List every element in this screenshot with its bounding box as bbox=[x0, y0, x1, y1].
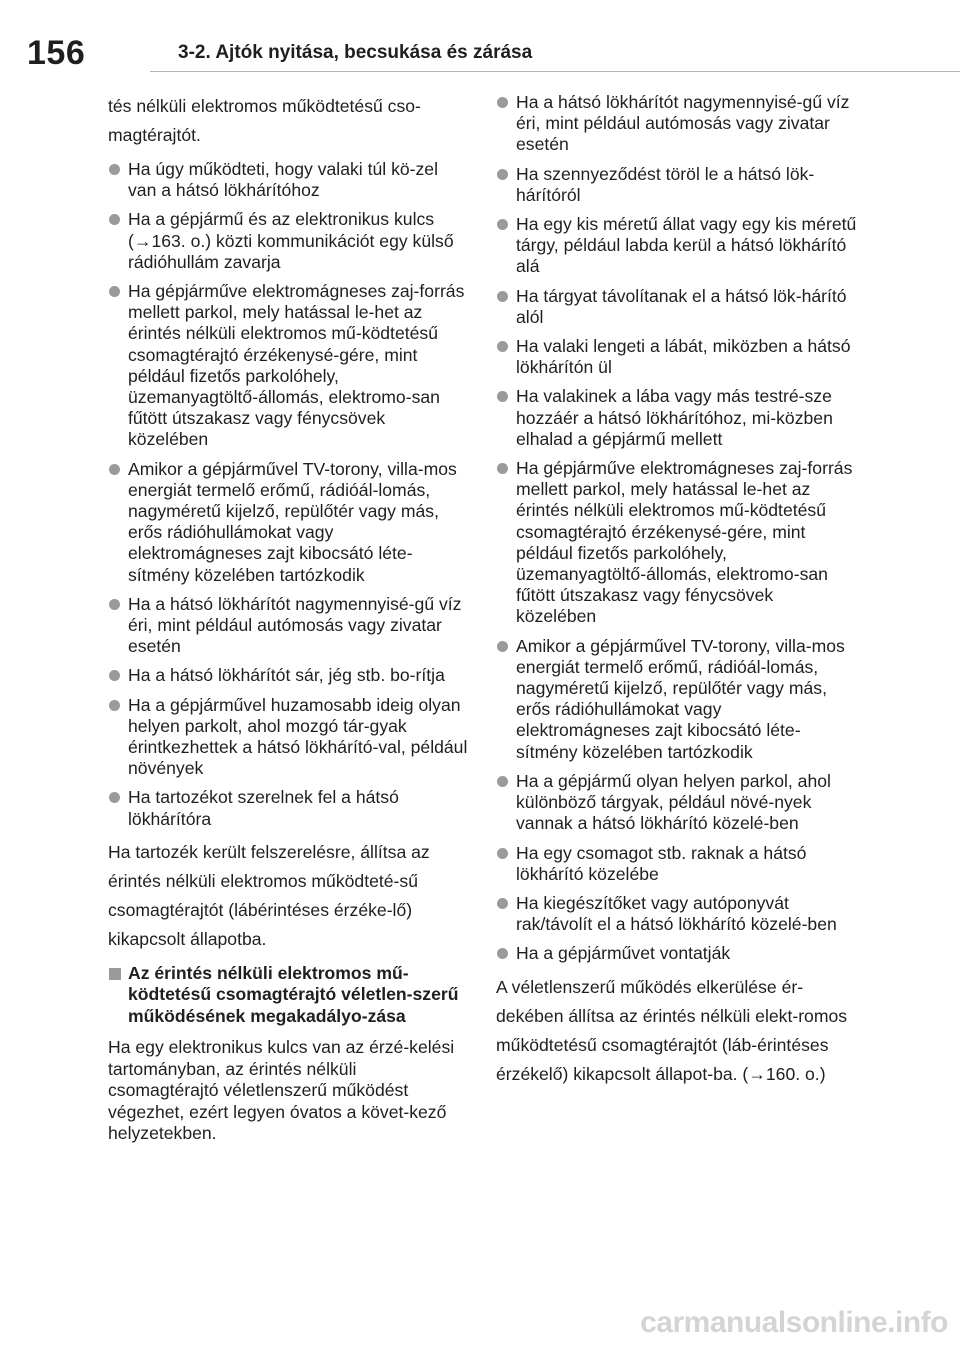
bullet-dot-icon bbox=[496, 92, 516, 113]
list-item: Ha tárgyat távolítanak el a hátsó lök-hárító alól bbox=[496, 286, 858, 328]
list-item: Ha kiegészítőket vagy autóponyvát rak/távolít el a hátsó lökhárító közelé-ben bbox=[496, 893, 858, 935]
page-header bbox=[0, 0, 960, 80]
header-divider bbox=[150, 71, 960, 72]
list-item: Ha szennyeződést töröl le a hátsó lök-hárítóról bbox=[496, 164, 858, 206]
list-item: Ha gépjárműve elektromágneses zaj-forrás mellett parkol, mely hatással le-het az érintés nélküli elektromos mű-ködtetésű csomagtérajtó érzékenysé-gére, mint például fizetős parkolóhely, üzemanyagtöltő-állomás, elektromo-san fűtött útszakasz vagy fénycsövek közelében bbox=[496, 458, 858, 628]
bullet-dot-icon bbox=[108, 459, 128, 480]
section-paragraph: Ha egy elektronikus kulcs van az érzé-kelési tartományban, az érintés nélküli csomagtérajtó véletlenszerű működést végezhet, ezért legyen óvatos a követ-kező helyzetekben. bbox=[108, 1037, 455, 1144]
watermark: carmanualsonline.info bbox=[640, 1306, 948, 1339]
list-item: Ha a hátsó lökhárítót nagymennyisé-gű víz éri, mint például autómosás vagy zivatar esetén bbox=[496, 92, 858, 156]
bullet-dot-icon bbox=[496, 636, 516, 657]
list-item: Ha egy csomagot stb. raknak a hátsó lökhárító közelébe bbox=[496, 843, 858, 885]
right-column bbox=[496, 92, 858, 1098]
list-item: Ha a gépjármű és az elektronikus kulcs (→163. o.) közti kommunikációt egy külső rádióhullám zavarja bbox=[108, 209, 468, 273]
bullet-dot-icon bbox=[496, 164, 516, 185]
bullet-dot-icon bbox=[496, 943, 516, 964]
chapter-title: 3-2. Ajtók nyitása, becsukása és zárása bbox=[178, 42, 533, 63]
list-item: Ha valaki lengeti a lábát, miközben a hátsó lökhárítón ül bbox=[496, 336, 858, 378]
bullet-dot-icon bbox=[496, 214, 516, 235]
bullet-dot-icon bbox=[108, 787, 128, 808]
page-number: 156 bbox=[27, 34, 86, 72]
bullet-dot-icon bbox=[496, 336, 516, 357]
list-item: Ha a gépjárművel huzamosabb ideig olyan helyen parkolt, ahol mozgó tár-gyak érintkezhettek a hátsó lökhárító-val, például növények bbox=[108, 695, 468, 780]
bullet-dot-icon bbox=[108, 159, 128, 180]
bullet-dot-icon bbox=[496, 458, 516, 479]
list-item: Ha a hátsó lökhárítót nagymennyisé-gű víz éri, mint például autómosás vagy zivatar esetén bbox=[108, 594, 468, 658]
bullet-dot-icon bbox=[108, 281, 128, 302]
section-heading: Az érintés nélküli elektromos mű-ködtetésű csomagtérajtó véletlen-szerű működésének megakadályo-zása bbox=[108, 963, 468, 1028]
section-square-icon bbox=[108, 963, 128, 984]
bullet-dot-icon bbox=[108, 209, 128, 230]
bullet-dot-icon bbox=[108, 594, 128, 615]
list-item: Ha egy kis méretű állat vagy egy kis méretű tárgy, például labda kerül a hátsó lökhárító alá bbox=[496, 214, 858, 278]
list-item: Ha úgy működteti, hogy valaki túl kö-zel van a hátsó lökhárítóhoz bbox=[108, 159, 468, 201]
bullet-dot-icon bbox=[108, 665, 128, 686]
left-column bbox=[108, 92, 468, 1145]
list-item: Amikor a gépjárművel TV-torony, villa-mos energiát termelő erőmű, rádióál-lomás, nagyméretű kijelző, repülőtér vagy más, erős rádióhullámokat vagy elektromágneses zajt kibocsátó léte-sítmény közelében tartózkodik bbox=[496, 636, 858, 763]
bullet-dot-icon bbox=[496, 386, 516, 407]
list-item: Ha tartozékot szerelnek fel a hátsó lökhárítóra bbox=[108, 787, 468, 829]
accessory-note-paragraph: Ha tartozék került felszerelésre, állítsa az érintés nélküli elektromos működteté-sű csomagtérajtót (lábérintéses érzéke-lő) kikapcsolt állapotba. bbox=[108, 841, 430, 949]
list-item: Ha gépjárműve elektromágneses zaj-forrás mellett parkol, mely hatással le-het az érintés nélküli elektromos mű-ködtetésű csomagtérajtó érzékenysé-gére, mint például fizetős parkolóhely, üzemanyagtöltő-állomás, elektromo-san fűtött útszakasz vagy fénycsövek közelében bbox=[108, 281, 468, 451]
bullet-dot-icon bbox=[496, 286, 516, 307]
list-item: Ha valakinek a lába vagy más testré-sze hozzáér a hátsó lökhárítóhoz, mi-közben elhalad a gépjármű mellett bbox=[496, 386, 858, 450]
list-item: Ha a gépjármű olyan helyen parkol, ahol különböző tárgyak, például növé-nyek vannak a hátsó lökhárító közelé-ben bbox=[496, 771, 858, 835]
list-item: Amikor a gépjárművel TV-torony, villa-mos energiát termelő erőmű, rádióál-lomás, nagyméretű kijelző, repülőtér vagy más, erős rádióhullámokat vagy elektromágneses zajt kibocsátó léte-sítmény közelében tartózkodik bbox=[108, 459, 468, 586]
bullet-dot-icon bbox=[496, 893, 516, 914]
bullet-dot-icon bbox=[496, 843, 516, 864]
closing-paragraph: A véletlenszerű működés elkerülése ér-dekében állítsa az érintés nélküli elekt-romos működtetésű csomagtérajtót (láb-érintéses érzékelő) kikapcsolt állapot-ba. (→160. o.) bbox=[496, 976, 848, 1084]
list-item: Ha a hátsó lökhárítót sár, jég stb. bo-rítja bbox=[108, 665, 468, 686]
bullet-dot-icon bbox=[496, 771, 516, 792]
bullet-dot-icon bbox=[108, 695, 128, 716]
list-item: Ha a gépjárművet vontatják bbox=[496, 943, 858, 964]
intro-paragraph: tés nélküli elektromos működtetésű cso-magtérajtót. bbox=[108, 96, 421, 145]
